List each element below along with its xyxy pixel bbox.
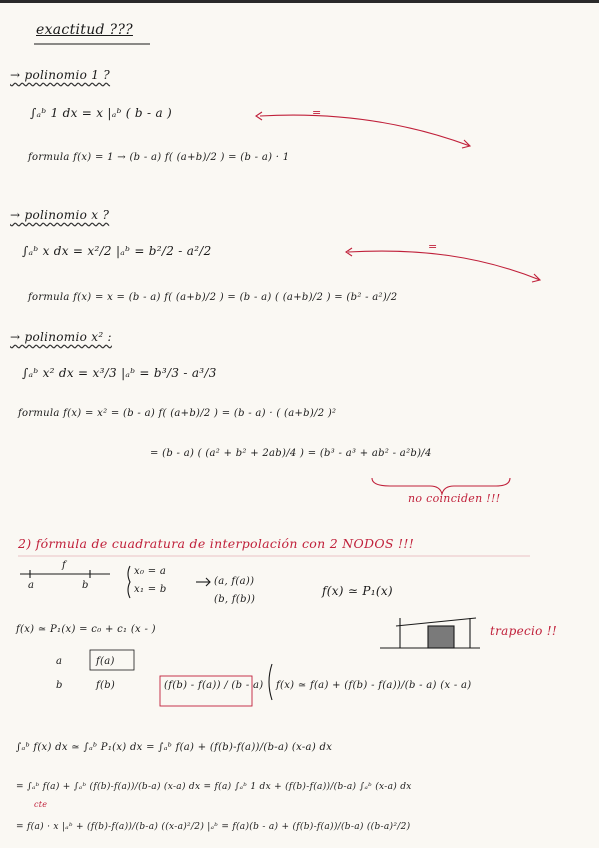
node-x1: x₁ = b <box>134 584 167 595</box>
section-3-line-2: formula f(x) = x² = (b - a) f( (a+b)/2 ) = (b - a) · ( (a+b)/2 )² <box>18 408 337 419</box>
section-heading-2: → polinomio x ? <box>10 208 110 222</box>
section-3-line-1: ∫ₐᵇ x² dx = x³/3 |ₐᵇ = b³/3 - a³/3 <box>22 366 217 380</box>
newton-form: f(x) ≃ f(a) + (f(b) - f(a))/(b - a) (x - a) <box>276 680 472 691</box>
axis-f-label: f <box>62 560 67 571</box>
cte-note: cte <box>34 800 48 809</box>
trapecio-label: trapecio !! <box>490 624 558 638</box>
integral-line-3: = f(a) · x |ₐᵇ + (f(b)-f(a))/(b-a) ((x-a)²/2) |ₐᵇ = f(a)(b - a) + (f(b)-f(a))/(b-a) ((b-a)²/2) <box>16 822 411 832</box>
poly-line: f(x) ≃ P₁(x) = c₀ + c₁ (x - ) <box>16 624 156 635</box>
divided-difference-box <box>160 676 252 706</box>
table-row-b-f: f(b) <box>96 680 116 691</box>
equality-arrow-2 <box>348 251 540 280</box>
equal-mark-1: = <box>312 106 322 119</box>
section-2-line-2: formula f(x) = x = (b - a) f( (a+b)/2 ) = (b - a) ( (a+b)/2 ) = (b² - a²)/2 <box>28 292 398 303</box>
page-title: exactitud ??? <box>36 22 133 38</box>
table-row-b-x: b <box>56 680 63 691</box>
equality-arrow-1 <box>260 115 470 146</box>
integral-line-1: ∫ₐᵇ f(x) dx ≃ ∫ₐᵇ P₁(x) dx = ∫ₐᵇ f(a) + (f(b)-f(a))/(b-a) (x-a) dx <box>16 742 333 753</box>
axis-label-b: b <box>82 580 89 591</box>
conclusion-note: no coinciden !!! <box>408 492 501 505</box>
section-heading-1: → polinomio 1 ? <box>10 68 111 82</box>
point-a: (a, f(a)) <box>214 576 255 587</box>
section-2-heading: 2) fórmula de cuadratura de interpolación con 2 NODOS !!! <box>18 536 415 551</box>
equal-mark-2: = <box>428 240 438 253</box>
divided-difference: (f(b) - f(a)) / (b - a) <box>164 680 264 691</box>
integral-line-2: = ∫ₐᵇ f(a) + ∫ₐᵇ (f(b)-f(a))/(b-a) (x-a) dx = f(a) ∫ₐᵇ 1 dx + (f(b)-f(a))/(b-a) ∫ₐᵇ (x-a) dx <box>16 782 412 792</box>
section-heading-3: → polinomio x² : <box>10 330 112 344</box>
table-row-a-f: f(a) <box>96 656 115 667</box>
node-x0: x₀ = a <box>134 566 167 577</box>
section-1-line-1: ∫ₐᵇ 1 dx = x |ₐᵇ ( b - a ) <box>30 106 173 120</box>
point-b: (b, f(b)) <box>214 594 256 605</box>
section-1-line-2: formula f(x) = 1 → (b - a) f( (a+b)/2 ) = (b - a) · 1 <box>28 152 290 163</box>
axis-label-a: a <box>28 580 35 591</box>
trapecio-sketch <box>380 618 480 648</box>
table-row-a-x: a <box>56 656 63 667</box>
approx-label: f(x) ≃ P₁(x) <box>322 584 393 598</box>
section-3-line-3: = (b - a) ( (a² + b² + 2ab)/4 ) = (b³ - a³ + ab² - a²b)/4 <box>150 448 432 459</box>
section-2-line-1: ∫ₐᵇ x dx = x²/2 |ₐᵇ = b²/2 - a²/2 <box>22 244 212 258</box>
brace-under-result <box>372 478 510 494</box>
